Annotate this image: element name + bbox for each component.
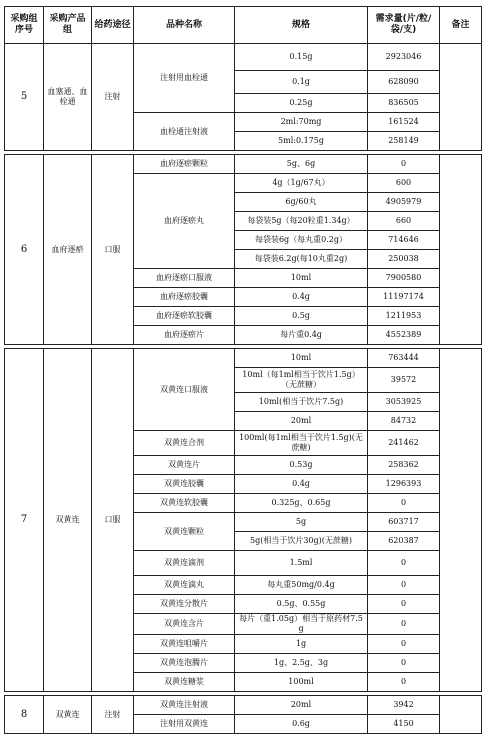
spec: 20ml — [235, 696, 368, 715]
product-name: 血府逐瘀颗粒 — [134, 155, 235, 174]
spec: 每袋装5g（每20粒重1.34g） — [235, 212, 368, 231]
header-row — [5, 7, 482, 44]
demand-qty: 3053925 — [368, 393, 440, 412]
group-number: 6 — [5, 155, 44, 345]
spec: 100ml(每1ml相当于饮片1.5g)(无蔗糖) — [235, 431, 368, 456]
demand-qty: 11197174 — [368, 288, 440, 307]
demand-qty: 0 — [368, 551, 440, 576]
demand-qty: 0 — [368, 595, 440, 614]
demand-qty: 4905979 — [368, 193, 440, 212]
group-number: 7 — [5, 349, 44, 692]
header-group-no: 采购组序号 — [5, 7, 44, 44]
product-name: 注射用双黄连 — [134, 715, 235, 734]
table-row — [5, 696, 482, 715]
demand-qty: 0 — [368, 673, 440, 692]
demand-qty: 84732 — [368, 412, 440, 431]
spec: 每袋装6g（每丸重0.2g） — [235, 231, 368, 250]
demand-qty: 660 — [368, 212, 440, 231]
demand-qty: 620387 — [368, 532, 440, 551]
spec: 10ml(相当于饮片7.5g) — [235, 393, 368, 412]
demand-qty: 0 — [368, 654, 440, 673]
demand-qty: 603717 — [368, 513, 440, 532]
spec: 1.5ml — [235, 551, 368, 576]
header-demand: 需求量(片/粒/袋/支) — [368, 7, 440, 44]
spec: 每丸重50mg/0.4g — [235, 576, 368, 595]
table-row — [5, 155, 482, 174]
product-group: 双黄连 — [44, 349, 92, 692]
spec: 0.6g — [235, 715, 368, 734]
demand-qty: 258362 — [368, 456, 440, 475]
demand-qty: 250038 — [368, 250, 440, 269]
demand-qty: 39572 — [368, 368, 440, 393]
product-name: 双黄连口服液 — [134, 349, 235, 431]
spec: 10ml — [235, 349, 368, 368]
product-name: 双黄连含片 — [134, 614, 235, 635]
spec: 5g、6g — [235, 155, 368, 174]
group-number: 5 — [5, 44, 44, 151]
demand-qty: 0 — [368, 494, 440, 513]
product-name: 双黄连分散片 — [134, 595, 235, 614]
header-route: 给药途径 — [92, 7, 134, 44]
spec: 每袋装6.2g(每10丸重2g) — [235, 250, 368, 269]
table-body — [5, 44, 482, 734]
spec: 10ml — [235, 269, 368, 288]
demand-qty: 1296393 — [368, 475, 440, 494]
spec: 100ml — [235, 673, 368, 692]
demand-qty: 2923046 — [368, 44, 440, 71]
product-name: 双黄连滴丸 — [134, 576, 235, 595]
demand-qty: 600 — [368, 174, 440, 193]
procurement-document — [4, 6, 481, 734]
product-name: 双黄连泡腾片 — [134, 654, 235, 673]
spec: 0.4g — [235, 475, 368, 494]
spec: 20ml — [235, 412, 368, 431]
procurement-table — [4, 6, 482, 734]
spec: 0.325g、0.65g — [235, 494, 368, 513]
product-name: 双黄连合剂 — [134, 431, 235, 456]
demand-qty: 628090 — [368, 71, 440, 94]
product-name: 双黄连滴剂 — [134, 551, 235, 576]
note — [440, 696, 482, 734]
route: 口服 — [92, 349, 134, 692]
demand-qty: 1211953 — [368, 307, 440, 326]
note — [440, 155, 482, 345]
product-name: 注射用血栓通 — [134, 44, 235, 113]
demand-qty: 836505 — [368, 94, 440, 113]
route: 注射 — [92, 44, 134, 151]
spec: 0.15g — [235, 44, 368, 71]
spec: 2ml:70mg — [235, 113, 368, 132]
spec: 每片（重1.05g）相当于原药材7.5g — [235, 614, 368, 635]
header-spec: 规格 — [235, 7, 368, 44]
spec: 5ml:0.175g — [235, 132, 368, 151]
header-group: 采购产品组 — [44, 7, 92, 44]
spec: 每片重0.4g — [235, 326, 368, 345]
spec: 10ml（每1ml相当于饮片1.5g）（无蔗糖） — [235, 368, 368, 393]
demand-qty: 241462 — [368, 431, 440, 456]
product-name: 双黄连胶囊 — [134, 475, 235, 494]
spec: 6g/60丸 — [235, 193, 368, 212]
note — [440, 44, 482, 151]
product-name: 双黄连注射液 — [134, 696, 235, 715]
product-name: 血府逐瘀软胶囊 — [134, 307, 235, 326]
demand-qty: 0 — [368, 155, 440, 174]
product-name: 双黄连软胶囊 — [134, 494, 235, 513]
spec: 0.5g、0.55g — [235, 595, 368, 614]
header-note: 备注 — [440, 7, 482, 44]
spec: 5g(相当于饮片30g)(无蔗糖) — [235, 532, 368, 551]
header-name: 品种名称 — [134, 7, 235, 44]
route: 注射 — [92, 696, 134, 734]
spec: 4g（1g/67丸） — [235, 174, 368, 193]
spec: 0.25g — [235, 94, 368, 113]
spec: 1g、2.5g、3g — [235, 654, 368, 673]
product-name: 血府逐瘀胶囊 — [134, 288, 235, 307]
route: 口服 — [92, 155, 134, 345]
note — [440, 349, 482, 692]
demand-qty: 4552389 — [368, 326, 440, 345]
table-row — [5, 44, 482, 71]
spec: 1g — [235, 635, 368, 654]
spec: 0.1g — [235, 71, 368, 94]
table-row — [5, 349, 482, 368]
demand-qty: 0 — [368, 635, 440, 654]
product-name: 血府逐瘀片 — [134, 326, 235, 345]
product-name: 双黄连糖浆 — [134, 673, 235, 692]
demand-qty: 0 — [368, 614, 440, 635]
product-group: 双黄连 — [44, 696, 92, 734]
spec: 0.4g — [235, 288, 368, 307]
product-name: 双黄连片 — [134, 456, 235, 475]
demand-qty: 7900580 — [368, 269, 440, 288]
product-group: 血塞通、血栓通 — [44, 44, 92, 151]
product-name: 双黄连咀嚼片 — [134, 635, 235, 654]
demand-qty: 258149 — [368, 132, 440, 151]
demand-qty: 4150 — [368, 715, 440, 734]
spec: 5g — [235, 513, 368, 532]
group-number: 8 — [5, 696, 44, 734]
product-name: 血府逐瘀丸 — [134, 174, 235, 269]
product-name: 血栓通注射液 — [134, 113, 235, 151]
spec: 0.53g — [235, 456, 368, 475]
demand-qty: 714646 — [368, 231, 440, 250]
demand-qty: 763444 — [368, 349, 440, 368]
spec: 0.5g — [235, 307, 368, 326]
demand-qty: 3942 — [368, 696, 440, 715]
product-name: 双黄连颗粒 — [134, 513, 235, 551]
demand-qty: 161524 — [368, 113, 440, 132]
product-name: 血府逐瘀口服液 — [134, 269, 235, 288]
product-group: 血府逐瘀 — [44, 155, 92, 345]
demand-qty: 0 — [368, 576, 440, 595]
